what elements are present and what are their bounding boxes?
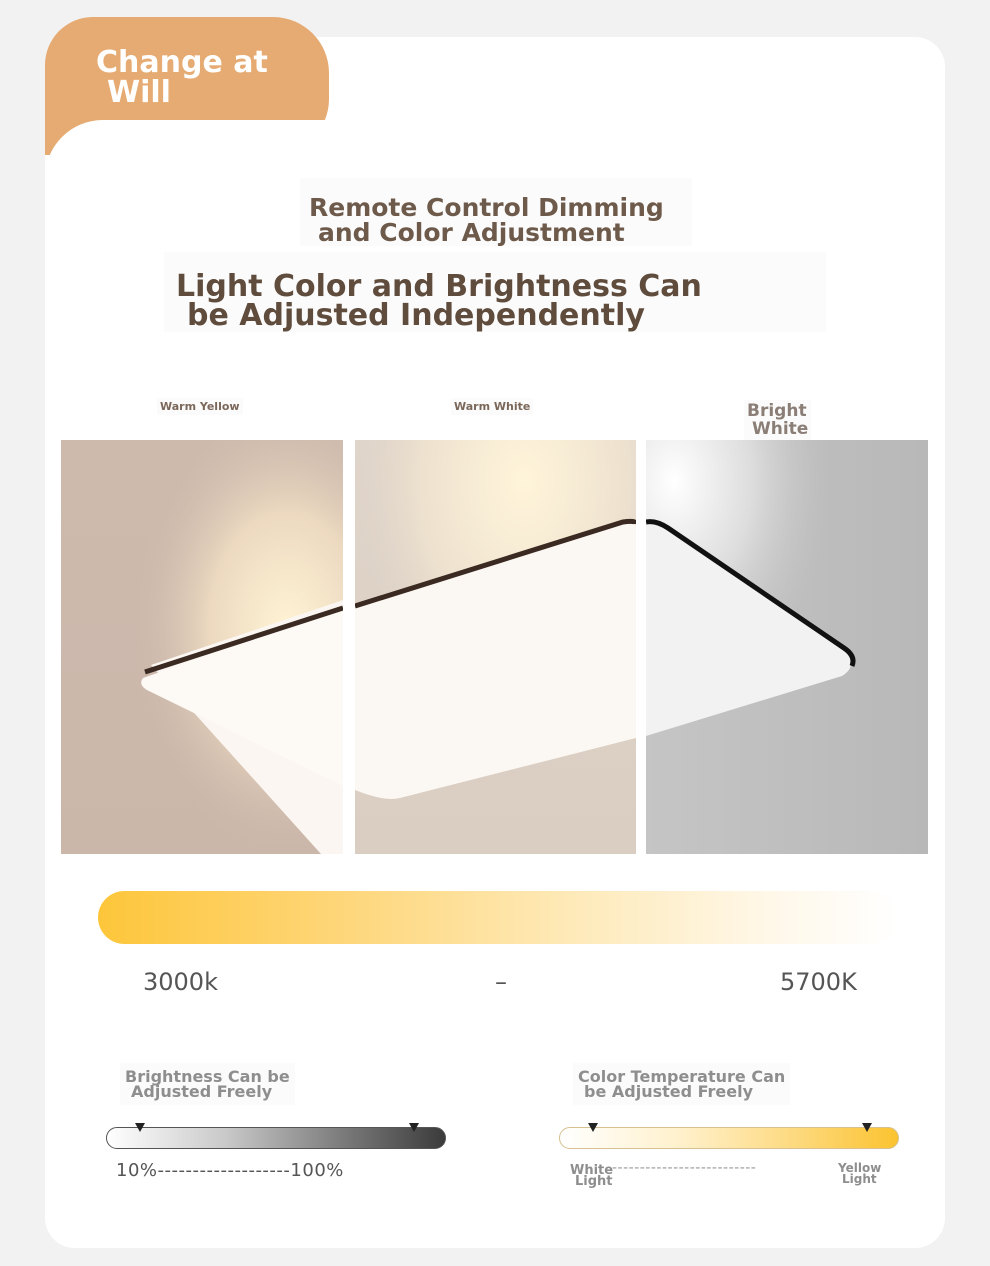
page-subheading-line1: Light Color and Brightness Can — [176, 269, 702, 304]
kelvin-max: 5700K — [780, 968, 857, 996]
brightness-label — [120, 1063, 295, 1105]
color-temp-dashes: -------------------------- — [612, 1160, 757, 1176]
page-heading-line1: Remote Control Dimming — [309, 193, 664, 222]
brightness-label-line2: Adjusted Freely — [131, 1082, 273, 1101]
warm-yellow-photo — [61, 440, 343, 854]
bright-white-label-line1: Bright — [747, 401, 807, 421]
yellow-light-line1: Yellow — [838, 1161, 882, 1175]
tab-title-line1: Change at — [96, 45, 268, 80]
color-temp-end-marker — [862, 1123, 872, 1132]
bright-white-label — [744, 400, 811, 440]
color-temp-label — [573, 1063, 790, 1105]
color-temp-start-marker — [588, 1123, 598, 1132]
corner-tab-curve — [45, 120, 329, 200]
brightness-min-marker — [135, 1123, 145, 1132]
brightness-range: 10%-------------------100% — [116, 1160, 344, 1181]
kelvin-min: 3000k — [143, 968, 218, 996]
white-light-line1: White — [570, 1163, 614, 1178]
color-temp-label-line1: Color Temperature Can — [578, 1067, 786, 1086]
page-heading-line2: and Color Adjustment — [318, 218, 625, 247]
brightness-max-marker — [409, 1123, 419, 1132]
warm-white-photo — [355, 440, 636, 854]
color-temp-slider[interactable] — [559, 1127, 899, 1149]
page-heading — [300, 178, 692, 246]
white-light-label — [570, 1165, 613, 1187]
tab-title-line2: Will — [107, 75, 171, 110]
yellow-light-line2: Light — [842, 1172, 877, 1186]
color-temperature-gradient — [98, 891, 898, 944]
warm-white-label: Warm White — [451, 398, 533, 415]
yellow-light-label — [838, 1163, 881, 1185]
brightness-slider[interactable] — [106, 1127, 446, 1149]
bright-white-photo — [646, 440, 928, 854]
bright-white-label-line2: White — [752, 419, 809, 439]
color-temp-label-line2: be Adjusted Freely — [584, 1082, 754, 1101]
brightness-label-line1: Brightness Can be — [125, 1067, 290, 1086]
white-light-line2: Light — [575, 1174, 613, 1189]
tab-title — [96, 45, 326, 110]
kelvin-separator: – — [495, 968, 507, 996]
page-subheading — [164, 252, 826, 332]
warm-yellow-label: Warm Yellow — [157, 398, 243, 415]
page-subheading-line2: be Adjusted Independently — [187, 298, 645, 333]
